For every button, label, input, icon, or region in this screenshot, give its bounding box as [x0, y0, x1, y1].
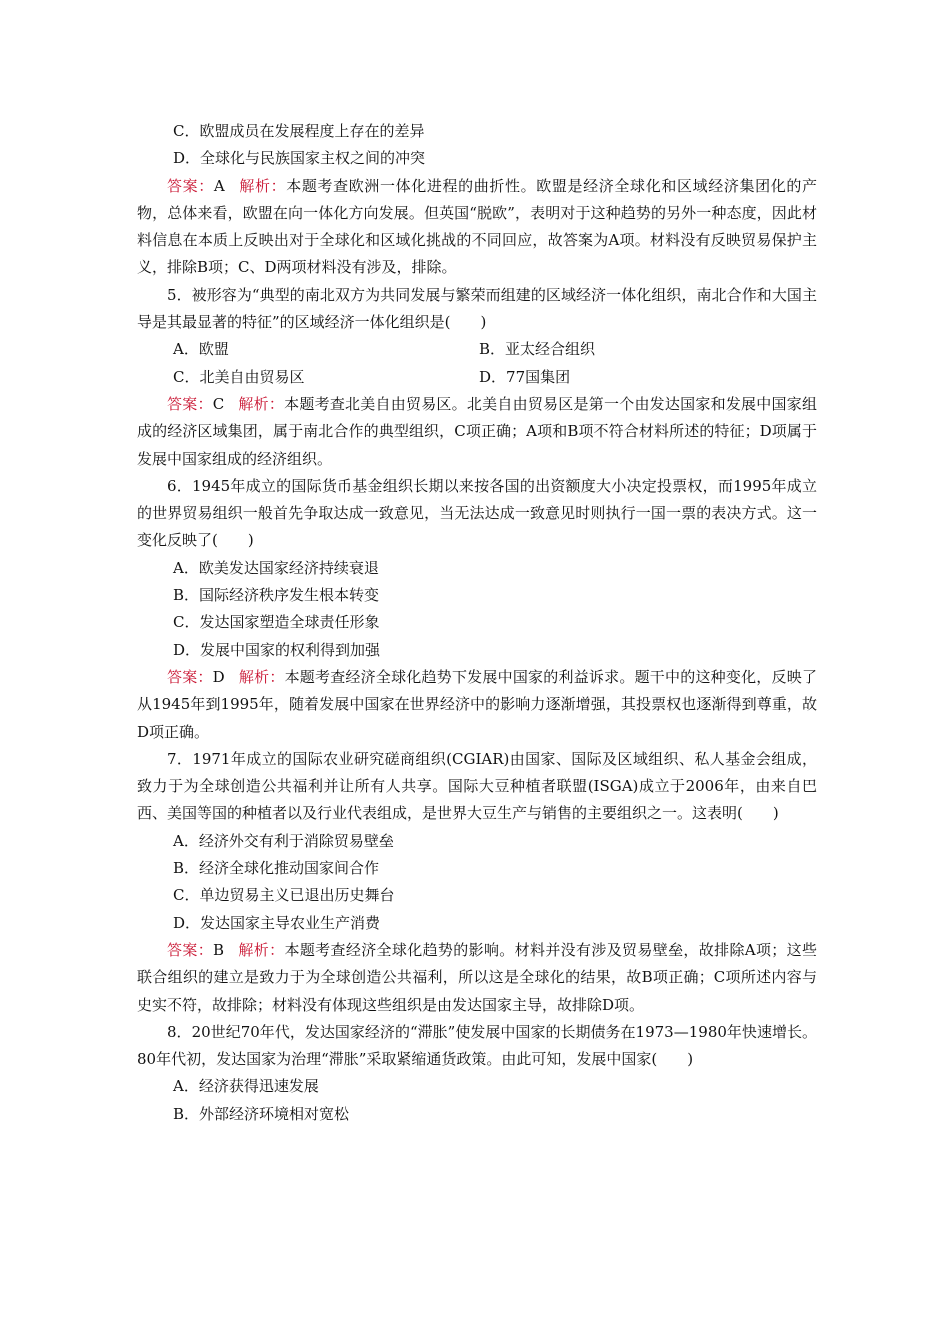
- q4-answer: A: [213, 176, 225, 195]
- explain-label: 解析：: [238, 667, 285, 686]
- q6-stem: 6．1945年成立的国际货币基金组织长期以来按各国的出资额度大小决定投票权，而1995年成立的世界贸易组织一般首先争取达成一致意见，当无法达成一致意见时则执行一国一票的表决方式。这一变化反映了( ): [137, 476, 817, 550]
- explain-label: 解析：: [238, 176, 287, 195]
- explain-label: 解析：: [238, 394, 285, 413]
- q5-stem: 5．被形容为“典型的南北双方为共同发展与繁荣而组建的区域经济一体化组织，南北合作和大国主导是其最显著的特征”的区域经济一体化组织是( ): [137, 285, 817, 332]
- q5-option-b[interactable]: B．亚太经合组织: [479, 340, 596, 359]
- q4-answer-explanation: [137, 173, 817, 282]
- explain-label: 解析：: [238, 940, 285, 959]
- q5-answer-explanation: [137, 391, 817, 473]
- q6-answer-explanation: [137, 664, 817, 746]
- q6-explanation: 本题考查经济全球化趋势下发展中国家的利益诉求。题干中的这种变化，反映了从1945年到1995年，随着发展中国家在世界经济中的影响力逐渐增强，其投票权也逐渐得到尊重，故D项正确。: [137, 667, 817, 741]
- answer-label: 答案：: [167, 176, 214, 195]
- q7-option-d[interactable]: D．发达国家主导农业生产消费: [173, 913, 381, 932]
- q6-option-d[interactable]: D．发展中国家的权利得到加强: [173, 640, 381, 659]
- q7-answer-explanation: [137, 937, 817, 1019]
- q4-explanation: 本题考查欧洲一体化进程的曲折性。欧盟是经济全球化和区域经济集团化的产物，总体来看，欧盟在向一体化方向发展。但英国“脱欧”，表明对于这种趋势的另外一种态度，因此材料信息在本质上反映出对于全球化和区域化挑战的不同回应，故答案为A项。材料没有反映贸易保护主义，排除B项；C、D两项材料没有涉及，排除。: [137, 176, 817, 277]
- q8-stem: 8．20世纪70年代，发达国家经济的“滞胀”使发展中国家的长期债务在1973—1980年快速增长。80年代初，发达国家为治理“滞胀”采取紧缩通货政策。由此可知，发展中国家( ): [137, 1022, 817, 1069]
- q7-answer: B: [213, 940, 225, 959]
- q5-options-row-2: [137, 364, 817, 391]
- q7-explanation: 本题考查经济全球化趋势的影响。材料并没有涉及贸易壁垒，故排除A项；这些联合组织的建立是致力于为全球创造公共福利，所以这是全球化的结果，故B项正确；C项所述内容与史实不符，故排除；材料没有体现这些组织是由发达国家主导，故排除D项。: [137, 940, 817, 1014]
- q6-answer: D: [212, 667, 225, 686]
- q7-option-a[interactable]: A．经济外交有利于消除贸易壁垒: [173, 831, 394, 850]
- q8-option-a[interactable]: A．经济获得迅速发展: [173, 1077, 319, 1096]
- q5-options-row-1: [137, 336, 817, 363]
- q5-answer: C: [212, 394, 225, 413]
- q4-option-d[interactable]: D．全球化与民族国家主权之间的冲突: [173, 149, 426, 168]
- q7-option-c[interactable]: C．单边贸易主义已退出历史舞台: [173, 886, 395, 905]
- q6-option-b[interactable]: B．国际经济秩序发生根本转变: [173, 586, 380, 605]
- q5-option-c[interactable]: C．北美自由贸易区: [173, 367, 305, 386]
- answer-label: 答案：: [167, 667, 213, 686]
- exam-page: [137, 118, 817, 1128]
- q6-option-c[interactable]: C．发达国家塑造全球责任形象: [173, 613, 380, 632]
- q4-option-c[interactable]: C．欧盟成员在发展程度上存在的差异: [173, 122, 425, 140]
- q5-explanation: 本题考查北美自由贸易区。北美自由贸易区是第一个由发达国家和发展中国家组成的经济区域集团，属于南北合作的典型组织，C项正确；A项和B项不符合材料所述的特征；D项属于发展中国家组成的经济组织。: [137, 394, 817, 468]
- q8-option-b[interactable]: B．外部经济环境相对宽松: [173, 1104, 350, 1123]
- q5-option-d[interactable]: D．77国集团: [479, 367, 571, 386]
- q7-stem: 7．1971年成立的国际农业研究磋商组织(CGIAR)由国家、国际及区域组织、私人基金会组成，致力于为全球创造公共福利并让所有人共享。国际大豆种植者联盟(ISGA)成立于2006年，由来自巴西、美国等国的种植者以及行业代表组成，是世界大豆生产与销售的主要组织之一。这表明( ): [137, 749, 817, 823]
- answer-label: 答案：: [167, 394, 213, 413]
- q5-option-a[interactable]: A．欧盟: [173, 340, 229, 359]
- q7-option-b[interactable]: B．经济全球化推动国家间合作: [173, 859, 380, 878]
- q6-option-a[interactable]: A．欧美发达国家经济持续衰退: [173, 558, 379, 577]
- answer-label: 答案：: [167, 940, 214, 959]
